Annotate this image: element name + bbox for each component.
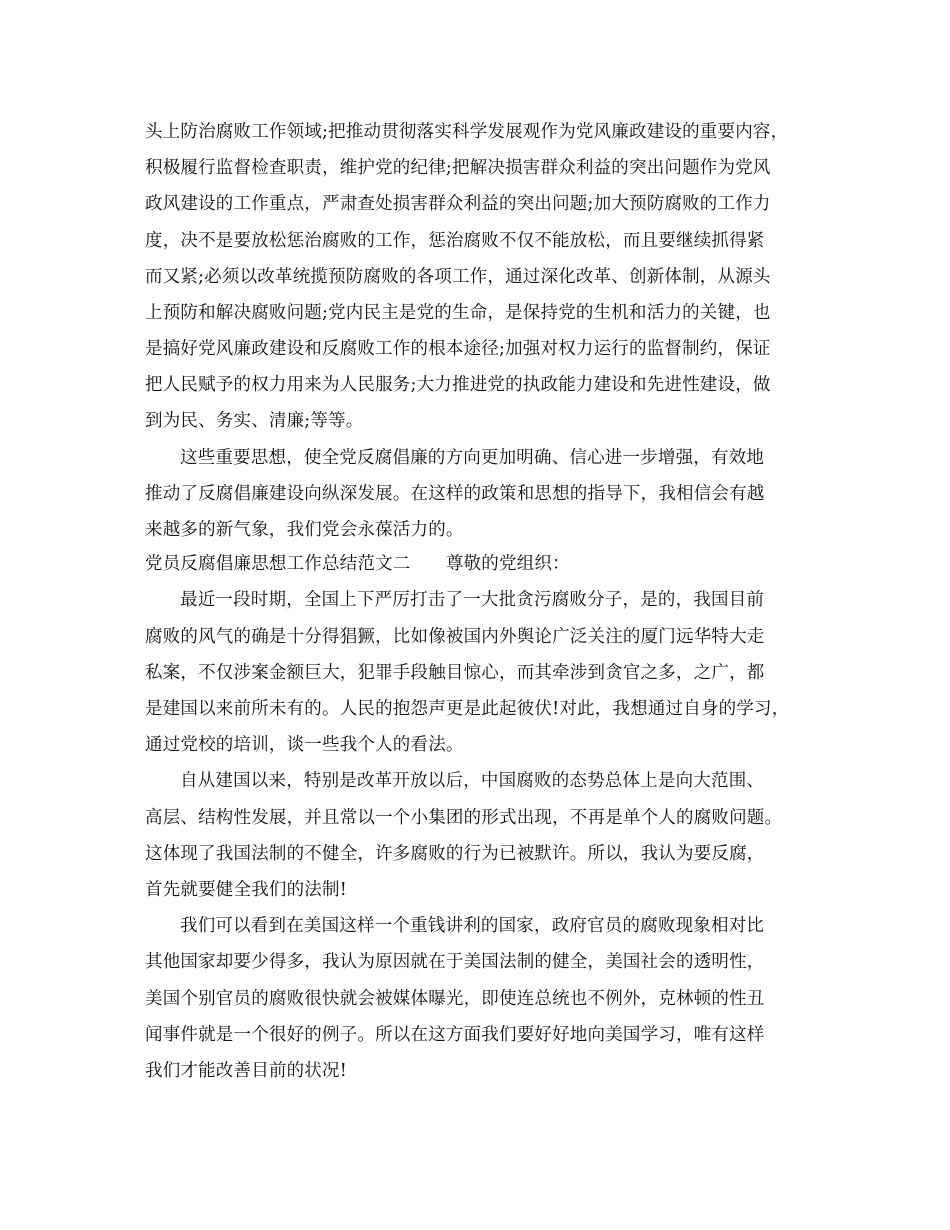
text-line: 首先就要健全我们的法制! (145, 880, 347, 900)
text-line: 头上防治腐败工作领域;把推动贯彻落实科学发展观作为党风廉政建设的重要内容， (145, 122, 789, 142)
text-line: 推动了反腐倡廉建设向纵深发展。在这样的政策和思想的指导下，我相信会有越 (145, 484, 765, 504)
text-line: 高层、结构性发展，并且常以一个小集团的形式出现，不再是单个人的腐败问题。 (145, 808, 783, 828)
text-line: 美国个别官员的腐败很快就会被媒体曝光，即使连总统也不例外，克林顿的性丑 (145, 989, 765, 1009)
text-line: 积极履行监督检查职责，维护党的纪律;把解决损害群众利益的突出问题作为党风 (145, 158, 771, 178)
text-line: 我们才能改善目前的状况! (145, 1061, 347, 1081)
text-line: 是搞好党风廉政建设和反腐败工作的根本途径;加强对权力运行的监督制约，保证 (145, 339, 771, 359)
text-line: 度，决不是要放松惩治腐败的工作，惩治腐败不仅不能放松，而且要继续抓得紧 (145, 231, 765, 251)
text-line: 其他国家却要少得多，我认为原因就在于美国法制的健全，美国社会的透明性， (145, 952, 765, 972)
paragraph-first-line: 最近一段时期，全国上下严厉打击了一大批贪污腐败分子，是的，我国目前 (180, 590, 765, 610)
text-line: 腐败的风气的确是十分得猖獗，比如像被国内外舆论广泛关注的厦门远华特大走 (145, 627, 765, 647)
text-line: 私案，不仅涉案金额巨大，犯罪手段触目惊心，而其牵涉到贪官之多，之广，都 (145, 663, 765, 683)
text-line: 闻事件就是一个很好的例子。所以在这方面我们要好好地向美国学习，唯有这样 (145, 1025, 765, 1045)
paragraph-first-line: 这些重要思想，使全党反腐倡廉的方向更加明确、信心进一步增强，有效地 (180, 448, 765, 468)
text-line: 是建国以来前所未有的。人民的抱怨声更是此起彼伏!对此，我想通过自身的学习， (145, 699, 790, 719)
text-line: 来越多的新气象，我们党会永葆活力的。 (145, 520, 464, 540)
text-line: 上预防和解决腐败问题;党内民主是党的生命，是保持党的生机和活力的关键，也 (145, 303, 771, 323)
text-line: 把人民赋予的权力用来为人民服务;大力推进党的执政能力建设和先进性建设，做 (145, 375, 771, 395)
text-line: 这体现了我国法制的不健全，许多腐败的行为已被默许。所以，我认为要反腐， (145, 844, 765, 864)
text-line: 通过党校的培训，谈一些我个人的看法。 (145, 735, 464, 755)
text-line: 政风建设的工作重点，严肃查处损害群众利益的突出问题;加大预防腐败的工作力 (145, 194, 771, 214)
section-heading: 党员反腐倡廉思想工作总结范文二 尊敬的党组织： (145, 554, 570, 574)
paragraph-first-line: 我们可以看到在美国这样一个重钱讲利的国家，政府官员的腐败现象相对比 (180, 916, 765, 936)
text-line: 到为民、务实、清廉;等等。 (145, 411, 364, 431)
text-line: 而又紧;必须以改革统揽预防腐败的各项工作，通过深化改革、创新体制，从源头 (145, 267, 771, 287)
paragraph-first-line: 自从建国以来，特别是改革开放以后，中国腐败的态势总体上是向大范围、 (180, 771, 765, 791)
